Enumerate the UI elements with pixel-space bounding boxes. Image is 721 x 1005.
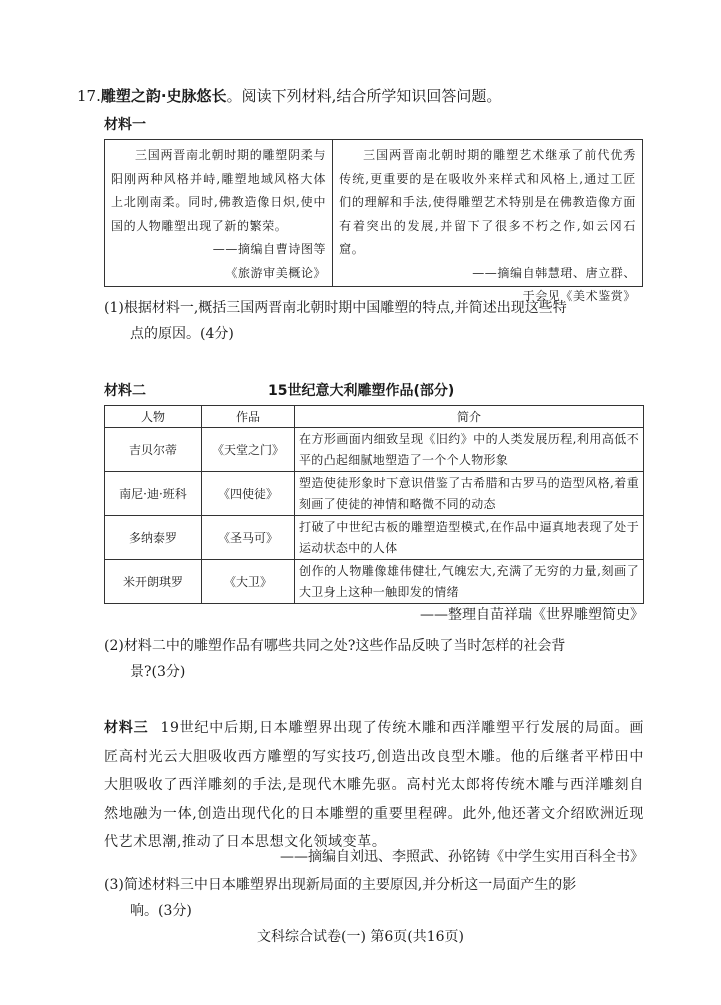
material1-left-source-2: 《旅游审美概论》 [225,265,327,280]
sub-question-3-line2: 响。(3分) [130,903,192,919]
sub-question-2-line1: (2)材料二中的雕塑作品有哪些共同之处?这些作品反映了当时怎样的社会背 [104,638,566,654]
material1-left-text: 三国两晋南北朝时期的雕塑阴柔与阳刚两种风格并峙,雕塑地域风格大体上北刚南柔。同时,佛教造像日炽,使中国的人物雕塑出现了新的繁荣。 [111,148,327,233]
material1-right-text: 三国两晋南北朝时期的雕塑艺术继承了前代优秀传统,更重要的是在吸收外来样式和风格上,通过工匠们的理解和手法,使得雕塑艺术特别是在佛教造像方面有着突出的发展,并留下了很多不朽之作,如云冈石窟。 [339,148,636,256]
material1-left-cell [105,140,333,286]
table-row [105,560,644,604]
sub-question-3 [104,872,644,924]
material1-left-source-1: ——摘编自曹诗图等 [212,242,327,256]
question-title [77,86,501,106]
material3-paragraph [104,714,644,857]
row-desc: 创作的人物雕像雄伟健壮,气魄宏大,充满了无穷的力量,刻画了大卫身上这种一触即发的情绪 [295,560,644,604]
table-header-row [105,406,644,428]
row-desc: 塑造使徒形象时下意识借鉴了古希腊和古罗马的造型风格,着重刻画了使徒的神情和略微不同的动态 [295,472,644,516]
row-desc: 打破了中世纪古板的雕塑造型模式,在作品中逼真地表现了处于运动状态中的人体 [295,516,644,560]
sub-question-3-line1: (3)简述材料三中日本雕塑界出现新局面的主要原因,并分析这一局面产生的影 [104,877,577,893]
material3-source: ——摘编自刘迅、李照武、孙铭铸《中学生实用百科全书》 [280,849,644,865]
material3-label: 材料三 [104,720,149,736]
row-work: 《大卫》 [202,560,295,604]
sub-question-2 [104,633,644,685]
material2-label: 材料二 [104,383,146,399]
question-number: 17. [77,87,101,105]
row-work: 《圣马可》 [202,516,295,560]
material1-right-cell [333,140,642,303]
question-instruction: 。阅读下列材料,结合所学知识回答问题。 [226,87,502,105]
row-work: 《四使徒》 [202,472,295,516]
sub-question-1-line2: 点的原因。(4分) [130,326,234,342]
row-person: 南尼·迪·班科 [105,472,202,516]
material2-source: ——整理自苗祥瑞《世界雕塑简史》 [420,607,644,623]
table-row [105,428,644,472]
question-theme: 雕塑之韵·史脉悠长 [100,87,227,105]
row-person: 多纳泰罗 [105,516,202,560]
row-work: 《天堂之门》 [202,428,295,472]
sub-question-1 [104,295,644,347]
material1-label: 材料一 [104,117,146,133]
material1-table [104,139,643,303]
material1-right-source-2: 于会见《美术鉴赏》 [522,289,636,303]
row-person: 米开朗琪罗 [105,560,202,604]
table-row [105,516,644,560]
table-row [105,472,644,516]
row-person: 吉贝尔蒂 [105,428,202,472]
material2-table-title: 15世纪意大利雕塑作品(部分) [268,383,455,399]
row-desc: 在方形画面内细致呈现《旧约》中的人类发展历程,利用高低不平的凸起细腻地塑造了一个个人物形象 [295,428,644,472]
sub-question-1-line1: (1)根据材料一,概括三国两晋南北朝时期中国雕塑的特点,并简述出现这些特 [104,300,567,316]
material1-right-source-1: ——摘编自韩慧珺、唐立群、 [472,265,636,280]
header-work: 作品 [202,406,295,428]
material3-text: 19世纪中后期,日本雕塑界出现了传统木雕和西洋雕塑平行发展的局面。画匠高村光云大胆吸收西方雕塑的写实技巧,创造出改良型木雕。他的后继者平栉田中大胆吸收了西洋雕刻的手法,是现代木雕先驱。高村光太郎将传统木雕与西洋雕刻自然地融为一体,创造出现代化的日本雕塑的重要里程碑。此外,他还著文介绍欧洲近现代艺术思潮,推动了日本思想文化领域变革。 [104,720,644,850]
sculpture-table [104,405,644,604]
header-person: 人物 [105,406,202,428]
sub-question-2-line2: 景?(3分) [130,664,186,680]
page-footer: 文科综合试卷(一) 第6页(共16页) [256,929,465,945]
header-desc: 简介 [295,406,644,428]
